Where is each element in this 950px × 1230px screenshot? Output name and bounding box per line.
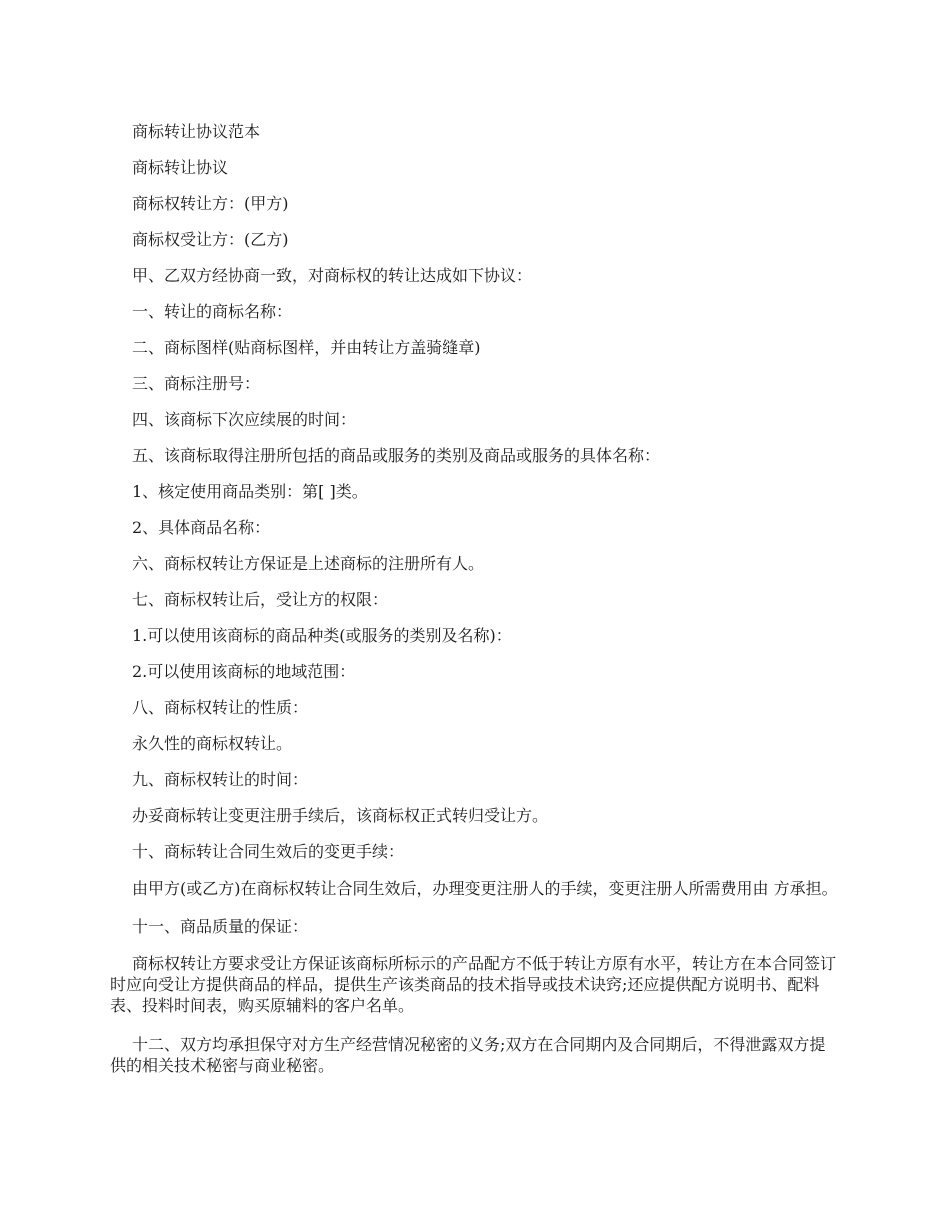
- clause-10-detail: 由甲方(或乙方)在商标权转让合同生效后，办理变更注册人的手续，变更注册人所需费用由 方承担。: [132, 879, 838, 898]
- document-body: [110, 122, 840, 1094]
- clause-11: 十一、商品质量的保证：: [132, 917, 309, 936]
- clause-6: 六、商标权转让方保证是上述商标的注册所有人。: [132, 554, 485, 573]
- clause-7-item-1: 1.可以使用该商标的商品种类(或服务的类别及名称)：: [132, 626, 512, 645]
- clause-1: 一、转让的商标名称：: [132, 302, 293, 321]
- clause-9-detail: 办妥商标转让变更注册手续后，该商标权正式转归受让方。: [132, 806, 549, 825]
- clause-2: 二、商标图样(贴商标图样，并由转让方盖骑缝章): [132, 338, 481, 357]
- document-title: 商标转让协议范本: [132, 122, 261, 141]
- preamble: 甲、乙双方经协商一致，对商标权的转让达成如下协议：: [132, 266, 533, 285]
- clause-4: 四、该商标下次应续展的时间：: [132, 410, 357, 429]
- agreement-heading: 商标转让协议: [132, 158, 229, 177]
- clause-3: 三、商标注册号：: [132, 374, 261, 393]
- transferee-line: 商标权受让方：(乙方): [132, 230, 289, 249]
- clause-9: 九、商标权转让的时间：: [132, 770, 309, 789]
- clause-8-detail: 永久性的商标权转让。: [132, 734, 293, 753]
- clause-8: 八、商标权转让的性质：: [132, 698, 309, 717]
- clause-5-item-2: 2、具体商品名称：: [132, 518, 271, 537]
- clause-11-detail: 商标权转让方要求受让方保证该商标所标示的产品配方不低于转让方原有水平，转让方在本合同签订时应向受让方提供商品的样品，提供生产该类商品的技术指导或技术诀窍;还应提供配方说明书、配料表、投料时间表，购买原辅料的客户名单。: [110, 954, 837, 1015]
- clause-7: 七、商标权转让后，受让方的权限：: [132, 590, 389, 609]
- clause-5-item-1: 1、核定使用商品类别：第[ ]类。: [132, 482, 368, 501]
- clause-10: 十、商标转让合同生效后的变更手续：: [132, 842, 405, 861]
- clause-7-item-2: 2.可以使用该商标的地域范围：: [132, 662, 356, 681]
- clause-12: 十二、双方均承担保守对方生产经营情况秘密的义务;双方在合同期内及合同期后，不得泄露双方提供的相关技术秘密与商业秘密。: [110, 1035, 826, 1075]
- clause-5: 五、该商标取得注册所包括的商品或服务的类别及商品或服务的具体名称：: [132, 446, 661, 465]
- transferor-line: 商标权转让方：(甲方): [132, 194, 289, 213]
